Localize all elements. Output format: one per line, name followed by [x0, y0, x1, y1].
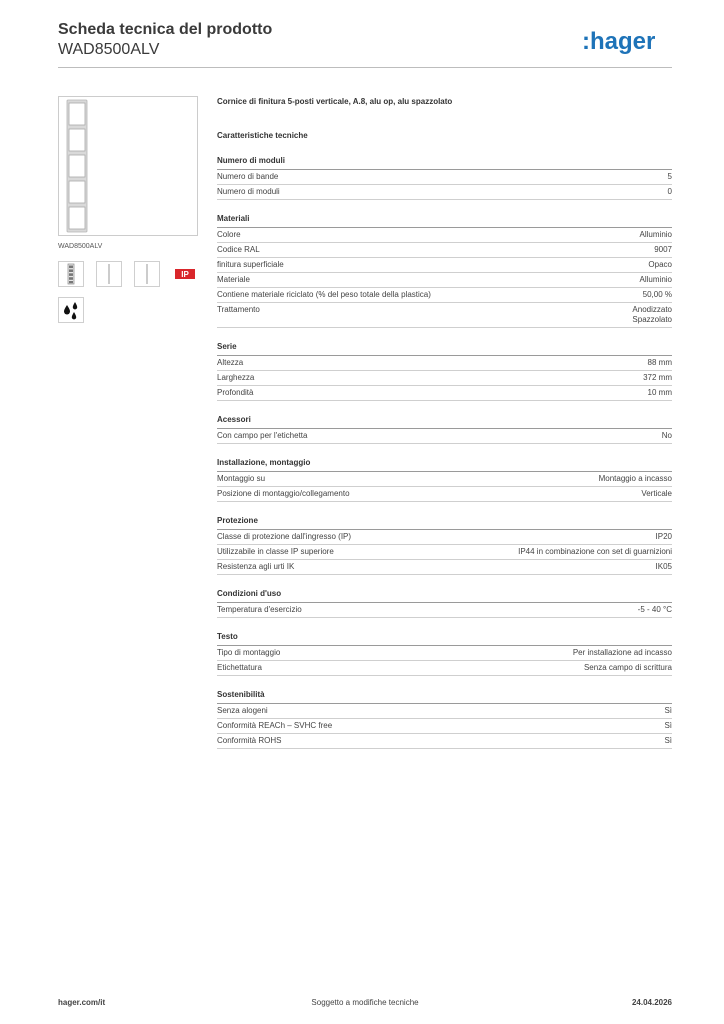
spec-label: Utilizzabile in classe IP superiore	[217, 547, 334, 556]
section-title: Protezione	[217, 515, 672, 530]
technical-data	[217, 96, 672, 749]
spec-label: Con campo per l'etichetta	[217, 431, 308, 440]
spec-value-line: Montaggio a incasso	[598, 474, 672, 483]
footer-website: hager.com/it	[58, 998, 106, 1007]
spec-value	[641, 489, 672, 499]
section-title: Acessori	[217, 414, 672, 429]
spec-value-line: IP44 in combinazione con set di guarnizioni	[518, 547, 672, 556]
spec-section	[217, 341, 672, 401]
spec-label: Conformità ROHS	[217, 736, 282, 745]
spec-row	[217, 288, 672, 303]
product-panel	[58, 96, 198, 323]
spec-row	[217, 704, 672, 719]
side-view-icon	[96, 261, 122, 287]
spec-label: Colore	[217, 230, 241, 239]
spec-value-line: Opaco	[648, 260, 672, 269]
spec-value-line: 5	[667, 172, 672, 181]
spec-row	[217, 303, 672, 328]
spec-value-line: Senza campo di scrittura	[583, 663, 672, 672]
spec-value	[599, 474, 672, 484]
spec-label: Resistenza agli urti IK	[217, 562, 295, 571]
product-icons	[58, 261, 198, 287]
spec-section	[217, 515, 672, 575]
spec-label: finitura superficiale	[217, 260, 284, 269]
spec-value	[668, 172, 672, 182]
spec-value-line: 10 mm	[647, 388, 672, 397]
page-footer	[58, 998, 672, 1010]
spec-row	[217, 371, 672, 386]
spec-section	[217, 155, 672, 200]
spec-value	[638, 605, 672, 615]
spec-label: Profondità	[217, 388, 254, 397]
spec-label: Temperatura d'esercizio	[217, 605, 302, 614]
spec-value-line: 372 mm	[643, 373, 672, 382]
spec-row	[217, 386, 672, 401]
spec-value	[664, 736, 672, 746]
product-image-caption: WAD8500ALV	[58, 243, 103, 250]
spec-row	[217, 545, 672, 560]
spec-value-line: -5 - 40 °C	[637, 605, 672, 614]
spec-row	[217, 429, 672, 444]
spec-row	[217, 530, 672, 545]
spec-value	[573, 648, 672, 658]
spec-value	[643, 290, 672, 300]
page-header	[58, 20, 672, 70]
spec-section	[217, 213, 672, 328]
spec-label: Materiale	[217, 275, 250, 284]
spec-value-line: 0	[667, 187, 672, 196]
spec-row	[217, 560, 672, 575]
section-title: Condizioni d'uso	[217, 588, 672, 603]
spec-label: Numero di bande	[217, 172, 279, 181]
spec-row	[217, 661, 672, 676]
spec-label: Codice RAL	[217, 245, 260, 254]
spec-value	[648, 388, 672, 398]
spec-row	[217, 603, 672, 618]
spec-value	[632, 305, 672, 325]
spec-row	[217, 228, 672, 243]
spec-value	[518, 547, 672, 557]
svg-text:IP: IP	[181, 270, 189, 279]
spec-section	[217, 414, 672, 444]
spec-value	[654, 245, 672, 255]
hager-logo	[582, 26, 672, 56]
spec-value-line: Spazzolato	[632, 315, 672, 324]
characteristics-title: Caratteristiche tecniche	[217, 131, 308, 140]
spec-label: Senza alogeni	[217, 706, 268, 715]
spec-value-line: Sì	[664, 721, 672, 730]
header-divider	[58, 67, 672, 68]
spec-row	[217, 273, 672, 288]
front-view-icon	[58, 261, 84, 287]
section-title: Numero di moduli	[217, 155, 672, 170]
spec-value	[656, 562, 672, 572]
spec-value-line: IK05	[655, 562, 672, 571]
spec-row	[217, 185, 672, 200]
spec-value	[640, 230, 672, 240]
logo-text: :hager	[582, 28, 656, 55]
spec-row	[217, 243, 672, 258]
section-title: Serie	[217, 341, 672, 356]
water-drops-icon	[58, 297, 84, 323]
spec-value	[640, 275, 672, 285]
footer-note: Soggetto a modifiche tecniche	[311, 998, 419, 1007]
product-image	[58, 96, 198, 236]
spec-value-line: IP20	[655, 532, 672, 541]
spec-label: Montaggio su	[217, 474, 266, 483]
spec-value-line: Sì	[664, 706, 672, 715]
spec-value	[668, 187, 672, 197]
spec-value	[648, 260, 672, 270]
spec-section	[217, 689, 672, 749]
spec-label: Conformità REACh – SVHC free	[217, 721, 333, 730]
spec-row	[217, 472, 672, 487]
section-title: Installazione, montaggio	[217, 457, 672, 472]
spec-label: Larghezza	[217, 373, 255, 382]
frame-illustration	[59, 97, 197, 235]
product-code: WAD8500ALV	[58, 41, 160, 58]
spec-value	[648, 358, 672, 368]
spec-label: Classe di protezione dall'ingresso (IP)	[217, 532, 352, 541]
spec-value	[656, 532, 672, 542]
spec-row	[217, 356, 672, 371]
spec-section	[217, 457, 672, 502]
spec-value	[643, 373, 672, 383]
spec-value	[664, 706, 672, 716]
spec-value-line: Anodizzato	[632, 305, 672, 314]
spec-value	[664, 721, 672, 731]
spec-value-line: Sì	[664, 736, 672, 745]
spec-label: Posizione di montaggio/collegamento	[217, 489, 350, 498]
ip-rating-icon	[172, 261, 198, 287]
spec-value	[584, 663, 672, 673]
spec-value	[662, 431, 672, 441]
product-icons-row-2	[58, 297, 198, 323]
spec-row	[217, 646, 672, 661]
section-title: Materiali	[217, 213, 672, 228]
spec-row	[217, 487, 672, 502]
spec-label: Altezza	[217, 358, 244, 367]
footer-date: 24.04.2026	[631, 998, 672, 1007]
spec-label: Numero di moduli	[217, 187, 280, 196]
spec-value-line: No	[661, 431, 672, 440]
spec-label: Tipo di montaggio	[217, 648, 281, 657]
spec-label: Etichettatura	[217, 663, 262, 672]
spec-value-line: Verticale	[641, 489, 672, 498]
spec-value-line: 88 mm	[647, 358, 672, 367]
spec-value-line: Per installazione ad incasso	[572, 648, 672, 657]
product-description: Cornice di finitura 5-posti verticale, A.8, alu op, alu spazzolato	[217, 97, 453, 106]
top-view-icon	[134, 261, 160, 287]
spec-row	[217, 258, 672, 273]
spec-value-line: 9007	[654, 245, 672, 254]
spec-label: Contiene materiale riciclato (% del peso totale della plastica)	[217, 290, 431, 299]
spec-value-line: Alluminio	[639, 230, 672, 239]
spec-label: Trattamento	[217, 305, 260, 314]
section-title: Testo	[217, 631, 672, 646]
spec-section	[217, 588, 672, 618]
spec-sections	[217, 155, 672, 749]
document-title: Scheda tecnica del prodotto	[58, 21, 273, 38]
spec-section	[217, 631, 672, 676]
spec-value-line: Alluminio	[639, 275, 672, 284]
spec-row	[217, 734, 672, 749]
spec-value-line: 50,00 %	[642, 290, 672, 299]
spec-row	[217, 170, 672, 185]
section-title: Sostenibilità	[217, 689, 672, 704]
spec-row	[217, 719, 672, 734]
